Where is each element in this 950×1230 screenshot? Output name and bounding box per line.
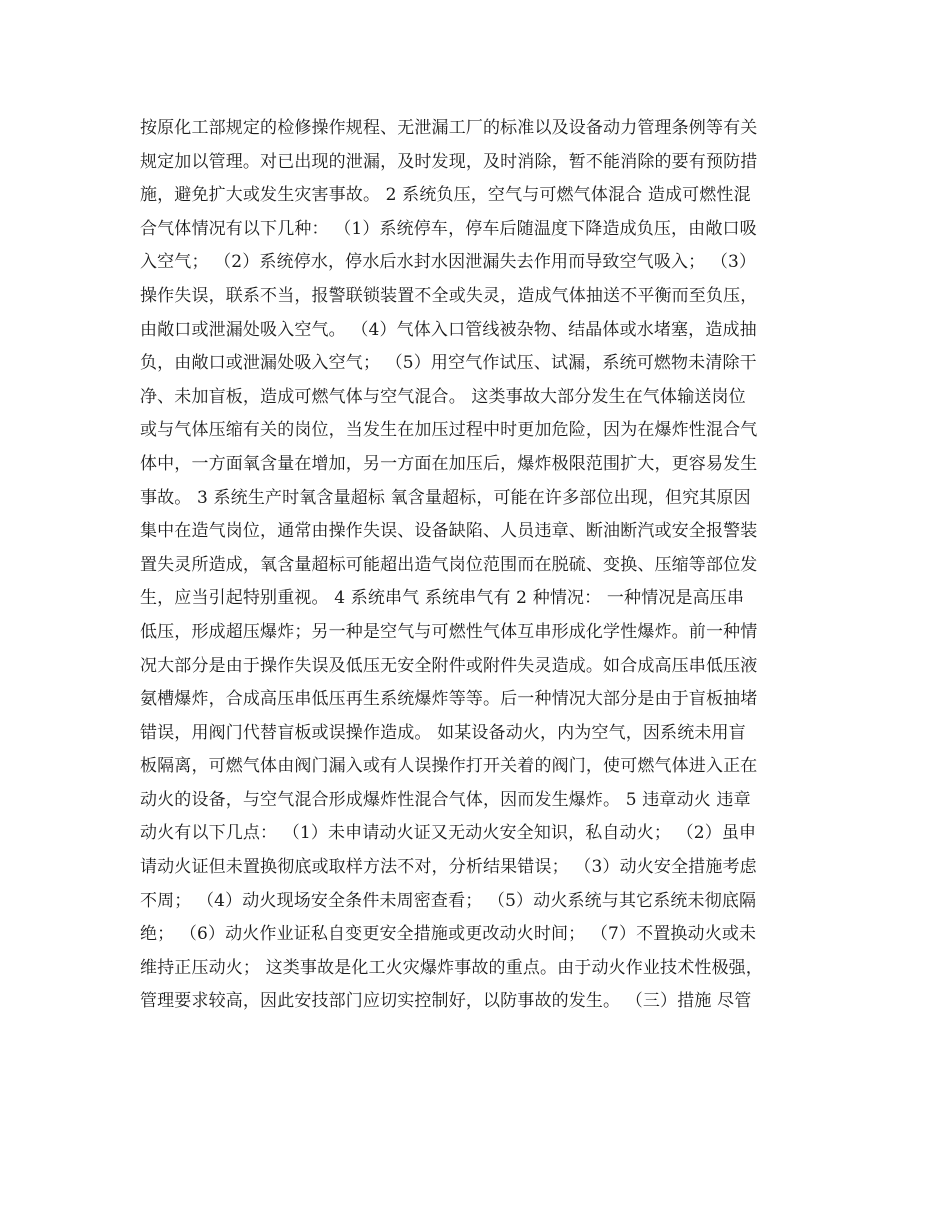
- body-text: [140, 112, 830, 1019]
- text-line: 动火有以下几点： （1）未申请动火证又无动火安全知识，私自动火； （2）虽申: [140, 823, 757, 844]
- text-line: 绝； （6）动火作业证私自变更安全措施或更改动火时间； （7）不置换动火或未: [140, 924, 757, 945]
- text-line: 况大部分是由于操作失误及低压无安全附件或附件失灵造成。如合成高压串低压液: [140, 655, 758, 676]
- text-line: 或与气体压缩有关的岗位，当发生在加压过程中时更加危险，因为在爆炸性混合气: [140, 420, 758, 441]
- text-line: 施，避免扩大或发生灾害事故。 2 系统负压，空气与可燃气体混合 造成可燃性混: [140, 185, 751, 206]
- text-line: 氨槽爆炸，合成高压串低压再生系统爆炸等等。后一种情况大部分是由于盲板抽堵: [140, 689, 758, 710]
- text-line: 合气体情况有以下几种： （1）系统停车，停车后随温度下降造成负压，由敞口吸: [140, 218, 757, 239]
- text-line: 请动火证但未置换彻底或取样方法不对，分析结果错误； （3）动火安全措施考虑: [140, 857, 757, 878]
- text-line: 板隔离，可燃气体由阀门漏入或有人误操作打开关着的阀门，使可燃气体进入正在: [140, 756, 758, 777]
- text-line: 负，由敞口或泄漏处吸入空气； （5）用空气作试压、试漏，系统可燃物未清除干: [140, 353, 757, 374]
- text-line: 维持正压动火； 这类事故是化工火灾爆炸事故的重点。由于动火作业技术性极强，: [140, 957, 763, 978]
- text-line: 净、未加盲板，造成可燃气体与空气混合。 这类事故大部分发生在气体输送岗位: [140, 386, 746, 407]
- text-line: 规定加以管理。对已出现的泄漏，及时发现，及时消除，暂不能消除的要有预防措: [140, 151, 758, 172]
- text-line: 入空气； （2）系统停水，停水后水封水因泄漏失去作用而导致空气吸入； （3）: [140, 252, 757, 273]
- text-line: 事故。 3 系统生产时氧含量超标 氧含量超标，可能在许多部位出现，但究其原因: [140, 487, 751, 508]
- text-line: 操作失误，联系不当，报警联锁装置不全或失灵，造成气体抽送不平衡而至负压，: [140, 285, 758, 306]
- text-line: 按原化工部规定的检修操作规程、无泄漏工厂的标准以及设备动力管理条例等有关: [140, 118, 758, 138]
- text-line: 集中在造气岗位，通常由操作失误、设备缺陷、人员违章、断油断汽或安全报警装: [140, 521, 758, 542]
- text-line: 低压，形成超压爆炸；另一种是空气与可燃性气体互串形成化学性爆炸。前一种情: [140, 621, 758, 642]
- text-line: 不周； （4）动火现场安全条件未周密查看； （5）动火系统与其它系统未彻底隔: [140, 890, 757, 911]
- text-line: 由敞口或泄漏处吸入空气。 （4）气体入口管线被杂物、结晶体或水堵塞，造成抽: [140, 319, 757, 340]
- text-line: 动火的设备，与空气混合形成爆炸性混合气体，因而发生爆炸。 5 违章动火 违章: [140, 789, 751, 810]
- text-line: 置失灵所造成，氧含量超标可能超出造气岗位范围而在脱硫、变换、压缩等部位发: [140, 554, 758, 575]
- text-line: 错误，用阀门代替盲板或误操作造成。 如某设备动火，内为空气，因系统未用盲: [140, 722, 746, 743]
- text-line: 体中，一方面氧含量在增加，另一方面在加压后，爆炸极限范围扩大，更容易发生: [140, 453, 758, 474]
- text-line: 管理要求较高，因此安技部门应切实控制好，以防事故的发生。 （三）措施 尽管: [140, 991, 752, 1012]
- text-line: 生，应当引起特别重视。 4 系统串气 系统串气有 2 种情况： 一种情况是高压串: [140, 588, 745, 609]
